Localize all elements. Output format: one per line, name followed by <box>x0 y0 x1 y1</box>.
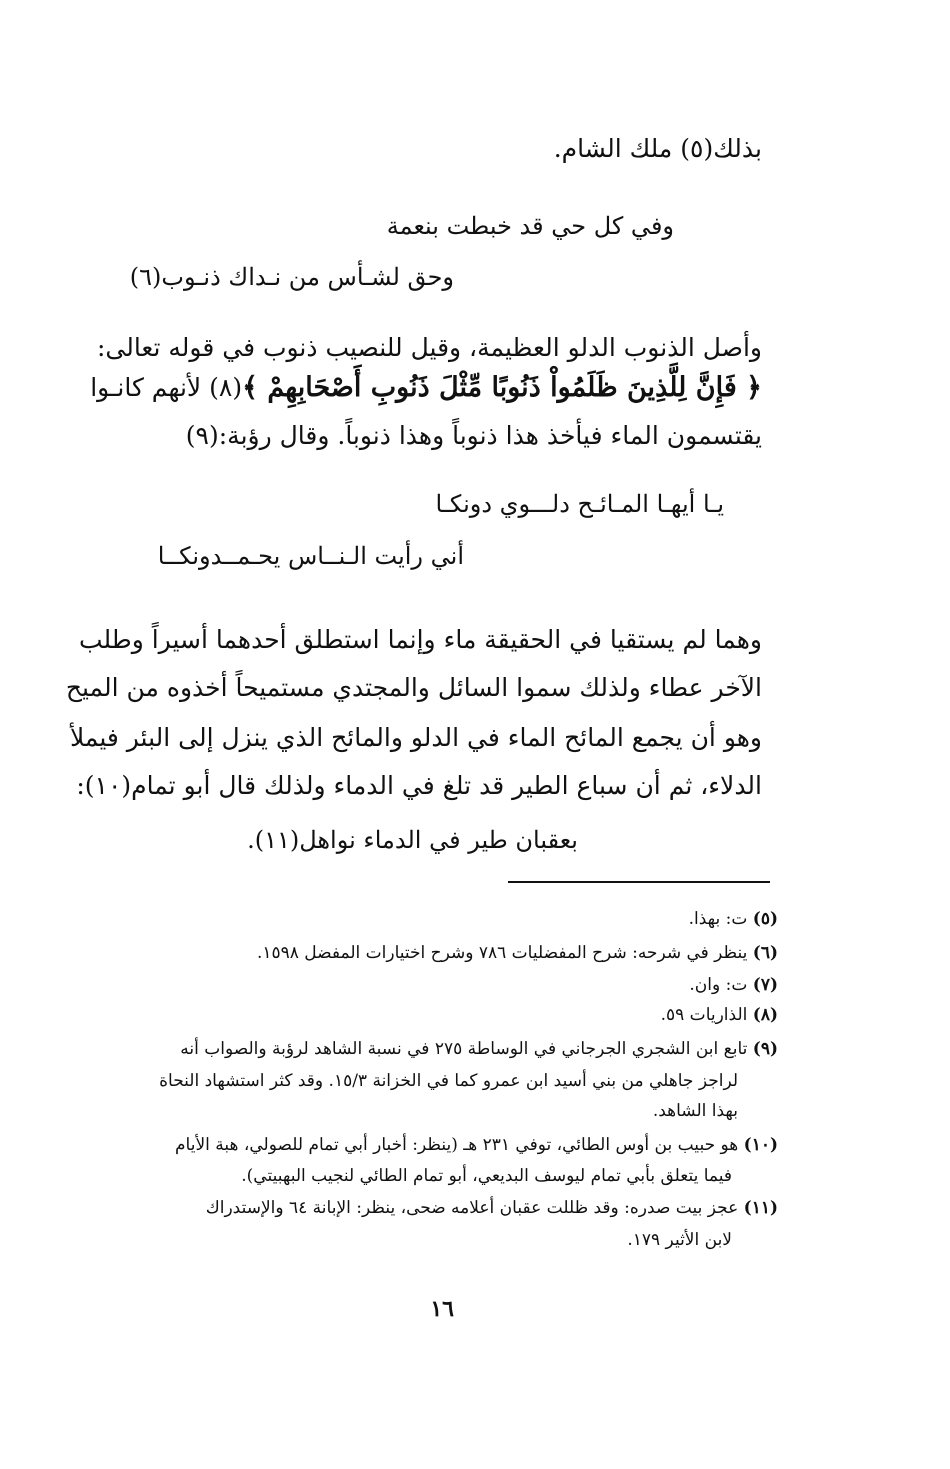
footnote-text: هو حبيب بن أوس الطائي، توفي ٢٣١ هـ (ينظر: أخبار أبي تمام للصولي، هبة الأيام <box>175 1135 739 1155</box>
quran-ayah: ﴿ فَإِنَّ لِلَّذِينَ ظَلَمُواْ ذَنُوبًا مِّثْلَ ذَنُوبِ أَصْحَابِهِمْ ﴾ <box>242 372 762 403</box>
body-line: وهما لم يستقيا في الحقيقة ماء وإنما استطلق أحدهما أسيراً وطلب <box>78 625 762 654</box>
page-number: ١٦ <box>430 1296 454 1322</box>
footnote <box>257 943 778 963</box>
footnote-text: ت: بهذا. <box>688 909 748 929</box>
body-line: الآخر عطاء ولذلك سموا السائل والمجتدي مستميحاً أخذوه من الميح <box>65 673 762 702</box>
footnote <box>689 909 778 929</box>
verse-hemistich: وفي كل حي قد خبطت بنعمة <box>386 212 674 240</box>
footnote-text: ينظر في شرحه: شرح المفضليات ٧٨٦ وشرح اختيارات المفضل ١٥٩٨. <box>256 943 748 963</box>
verse-hemistich: وحق لشـأس من نـداك ذنـوب(٦) <box>129 263 454 291</box>
footnote-number: (٦) <box>752 943 778 963</box>
quran-line <box>90 372 762 403</box>
body-line: بذلك(٥) ملك الشام. <box>553 134 762 163</box>
body-line: وأصل الذنوب الدلو العظيمة، وقيل للنصيب ذنوب في قوله تعالى: <box>96 333 762 362</box>
footnote-separator <box>508 881 770 883</box>
footnote <box>206 1198 778 1218</box>
footnote-number: (١١) <box>743 1198 778 1218</box>
footnote-number: (٥) <box>752 909 778 929</box>
footnote-text: الذاريات ٥٩. <box>660 1005 748 1025</box>
verse-hemistich: أني رأيت الـنــاس يحـمــدونكــا <box>157 542 464 570</box>
body-line: يقتسمون الماء فيأخذ هذا ذنوباً وهذا ذنوباً. وقال رؤبة:(٩) <box>185 421 762 450</box>
footnote-text: عجز بيت صدره: وقد ظللت عقبان أعلامه ضحى، ينظر: الإبانة ٦٤ والإستدراك <box>205 1198 739 1218</box>
footnote <box>175 1135 778 1155</box>
footnote <box>661 1005 778 1025</box>
verse-hemistich: يـا أيهـا المـائـح دلـــوي دونكـا <box>435 490 724 518</box>
footnote-number: (١٠) <box>743 1135 778 1155</box>
footnote-continuation: فيما يتعلق بأبي تمام ليوسف البديعي، أبو تمام الطائي لنجيب البهبيتي). <box>241 1166 732 1186</box>
footnote-number: (٨) <box>752 1005 778 1025</box>
body-line: الدلاء، ثم أن سباع الطير قد تلغ في الدماء ولذلك قال أبو تمام(١٠): <box>76 771 762 800</box>
footnote-text: تابع ابن الشجري الجرجاني في الوساطة ٢٧٥ في نسبة الشاهد لرؤبة والصواب أنه <box>180 1039 748 1059</box>
body-text: (٨) لأنهم كانـوا <box>90 373 243 402</box>
footnote-text: ت: وان. <box>689 975 748 995</box>
footnote-continuation: لابن الأثير ١٧٩. <box>627 1230 732 1250</box>
footnote-continuation: لراجز جاهلي من بني أسيد ابن عمرو كما في الخزانة ١٥/٣. وقد كثر استشهاد النحاة <box>159 1071 738 1091</box>
footnote-continuation: بهذا الشاهد. <box>652 1101 738 1121</box>
footnote-number: (٧) <box>752 975 778 995</box>
footnote <box>180 1039 778 1059</box>
verse-hemistich: بعقبان طير في الدماء نواهل(١١). <box>247 826 578 854</box>
footnote-number: (٩) <box>752 1039 778 1059</box>
footnote <box>689 975 778 995</box>
body-line: وهو أن يجمع المائح الماء في الدلو والمائح الذي ينزل إلى البئر فيملأ <box>69 723 762 752</box>
